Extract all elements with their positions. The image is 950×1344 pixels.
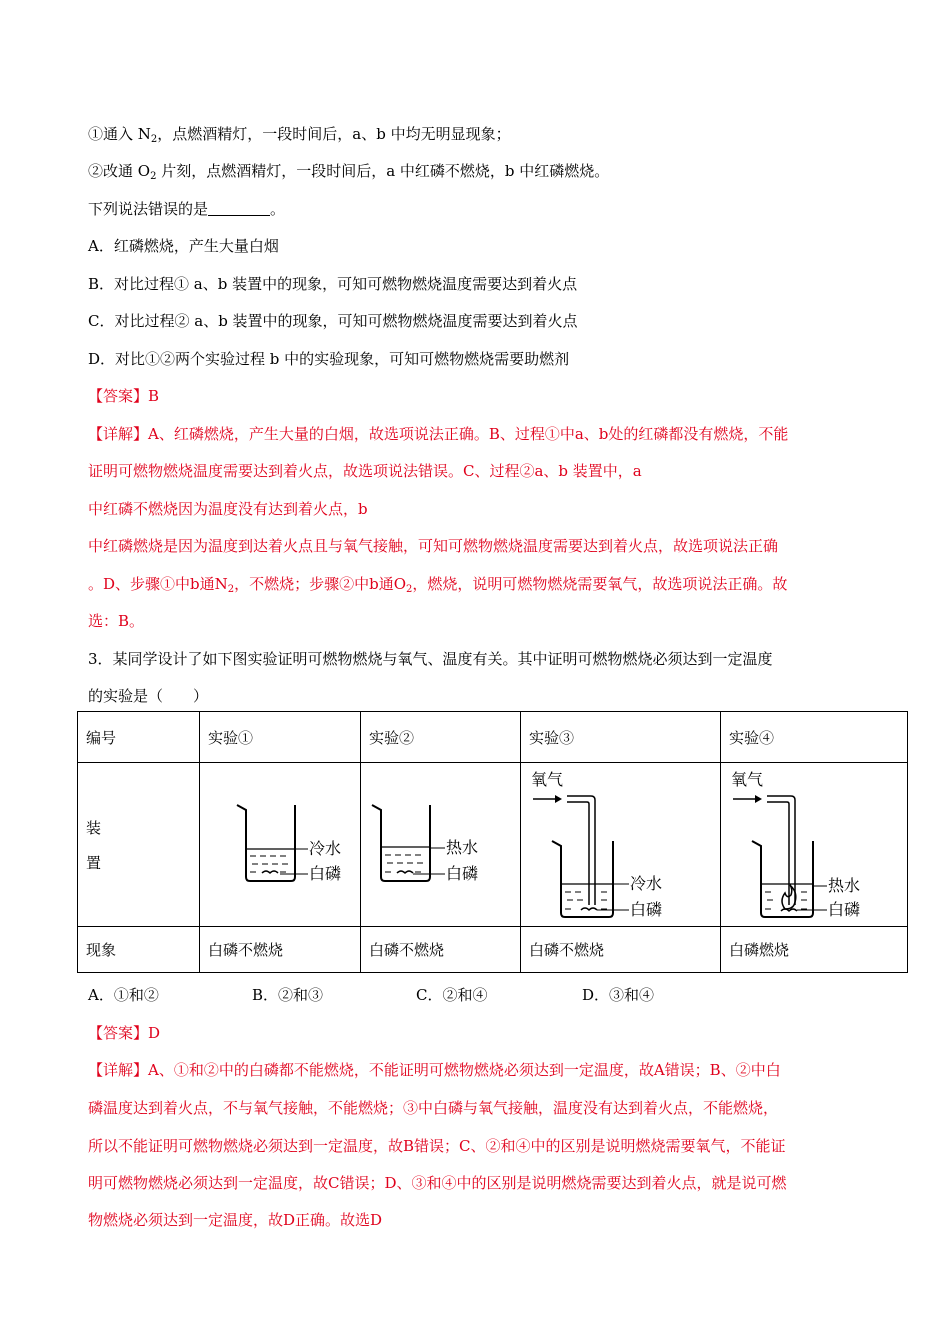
- table-header-row: [78, 712, 908, 763]
- beaker-diagram-cold: [200, 763, 360, 926]
- header-cell: 实验①: [200, 712, 361, 763]
- label-white-phosphorus: 白磷: [630, 900, 663, 919]
- q3-option-b: B．②和③: [252, 986, 324, 1004]
- q3-detail-line: 【详解】A、①和②中的白磷都不能燃烧，不能证明可燃物燃烧必须达到一定温度，故A错误；B、②中白: [88, 1061, 781, 1079]
- label-oxygen: 氧气: [731, 770, 764, 789]
- q2-detail-line: 中红磷燃烧是因为温度到达着火点且与氧气接触，可知可燃物燃烧温度需要达到着火点，故选项说法正确: [88, 537, 779, 555]
- q3-stem: 的实验是（ ）: [88, 687, 209, 705]
- q3-stem: 3．某同学设计了如下图实验证明可燃物燃烧与氧气、温度有关。其中证明可燃物燃烧必须达到一定温度: [88, 650, 773, 668]
- q2-answer: 【答案】B: [88, 387, 160, 405]
- q3-answer: 【答案】D: [88, 1024, 161, 1042]
- question-stem: 下列说法错误的是 。: [88, 200, 286, 218]
- phenomenon-cell: 白磷不燃烧: [361, 927, 521, 973]
- q2-detail-line: 。D、步骤①中b通$N_2$，不燃烧；步骤②中b通$O_2$，燃烧，说明可燃物燃烧需要氧气，故选项说法正确。故: [88, 575, 788, 595]
- label-white-phosphorus: 白磷: [828, 900, 861, 919]
- label-white-phosphorus: 白磷: [446, 864, 479, 883]
- beaker-diagram-hot: [361, 763, 520, 926]
- apparatus-label: 装 置: [78, 763, 200, 927]
- beaker-oxygen-diagram-cold: [521, 763, 720, 926]
- q2-option-c: C．对比过程② a、b 装置中的现象，可知可燃物燃烧温度需要达到着火点: [88, 312, 578, 330]
- step1-text: ①通入 $N_2$，点燃酒精灯，一段时间后，a、b 中均无明显现象；: [88, 125, 511, 145]
- phenomenon-cell: 白磷不燃烧: [521, 927, 721, 973]
- header-cell: 实验③: [521, 712, 721, 763]
- q3-option-a: A．①和②: [88, 986, 159, 1004]
- answer-blank: [208, 201, 270, 216]
- label-white-phosphorus: 白磷: [309, 864, 342, 883]
- apparatus-cell-1: [200, 763, 361, 927]
- header-cell: 实验④: [721, 712, 908, 763]
- label-oxygen: 氧气: [531, 770, 564, 789]
- header-cell: 编号: [78, 712, 200, 763]
- q2-detail-line: 选：B。: [88, 612, 145, 630]
- q2-detail-line: 中红磷不燃烧因为温度没有达到着火点，b: [88, 500, 368, 518]
- q2-option-a: A．红磷燃烧，产生大量白烟: [88, 237, 279, 255]
- q3-option-d: D．③和④: [582, 986, 655, 1004]
- label-hot-water: 热水: [446, 838, 479, 857]
- q2-option-d: D．对比①②两个实验过程 b 中的实验现象，可知可燃物燃烧需要助燃剂: [88, 350, 570, 368]
- apparatus-cell-4: [721, 763, 908, 927]
- q3-detail-line: 所以不能证明可燃物燃烧必须达到一定温度，故B错误；C、②和④中的区别是说明燃烧需要氧气，不能证: [88, 1137, 786, 1155]
- q2-detail-line: 证明可燃物燃烧温度需要达到着火点，故选项说法错误。C、过程②a、b 装置中，a: [88, 462, 642, 480]
- q2-option-b: B．对比过程① a、b 装置中的现象，可知可燃物燃烧温度需要达到着火点: [88, 275, 578, 293]
- q3-detail-line: 磷温度达到着火点，不与氧气接触，不能燃烧；③中白磷与氧气接触，温度没有达到着火点，不能燃烧，: [88, 1099, 779, 1117]
- apparatus-cell-3: [521, 763, 721, 927]
- q3-detail-line: 明可燃物燃烧必须达到一定温度，故C错误；D、③和④中的区别是说明燃烧需要达到着火点，就是说可燃: [88, 1174, 787, 1192]
- apparatus-row: [78, 763, 908, 927]
- phenomenon-cell: 白磷燃烧: [721, 927, 908, 973]
- q3-option-c: C．②和④: [416, 986, 488, 1004]
- phenomenon-label: 现象: [78, 927, 200, 973]
- label-cold-water: 冷水: [309, 839, 342, 858]
- label-cold-water: 冷水: [630, 874, 663, 893]
- apparatus-cell-2: [361, 763, 521, 927]
- step2-text: ②改通 $O_2$ 片刻，点燃酒精灯，一段时间后，a 中红磷不燃烧，b 中红磷燃烧。: [88, 162, 610, 182]
- beaker-oxygen-diagram-hot: [721, 763, 907, 926]
- phenomenon-cell: 白磷不燃烧: [200, 927, 361, 973]
- header-cell: 实验②: [361, 712, 521, 763]
- label-hot-water: 热水: [828, 876, 861, 895]
- experiment-table: [77, 711, 908, 973]
- phenomenon-row: [78, 927, 908, 973]
- q2-detail-line: 【详解】A、红磷燃烧，产生大量的白烟，故选项说法正确。B、过程①中a、b处的红磷都没有燃烧，不能: [88, 425, 789, 443]
- q3-detail-line: 物燃烧必须达到一定温度，故D正确。故选D: [88, 1211, 383, 1229]
